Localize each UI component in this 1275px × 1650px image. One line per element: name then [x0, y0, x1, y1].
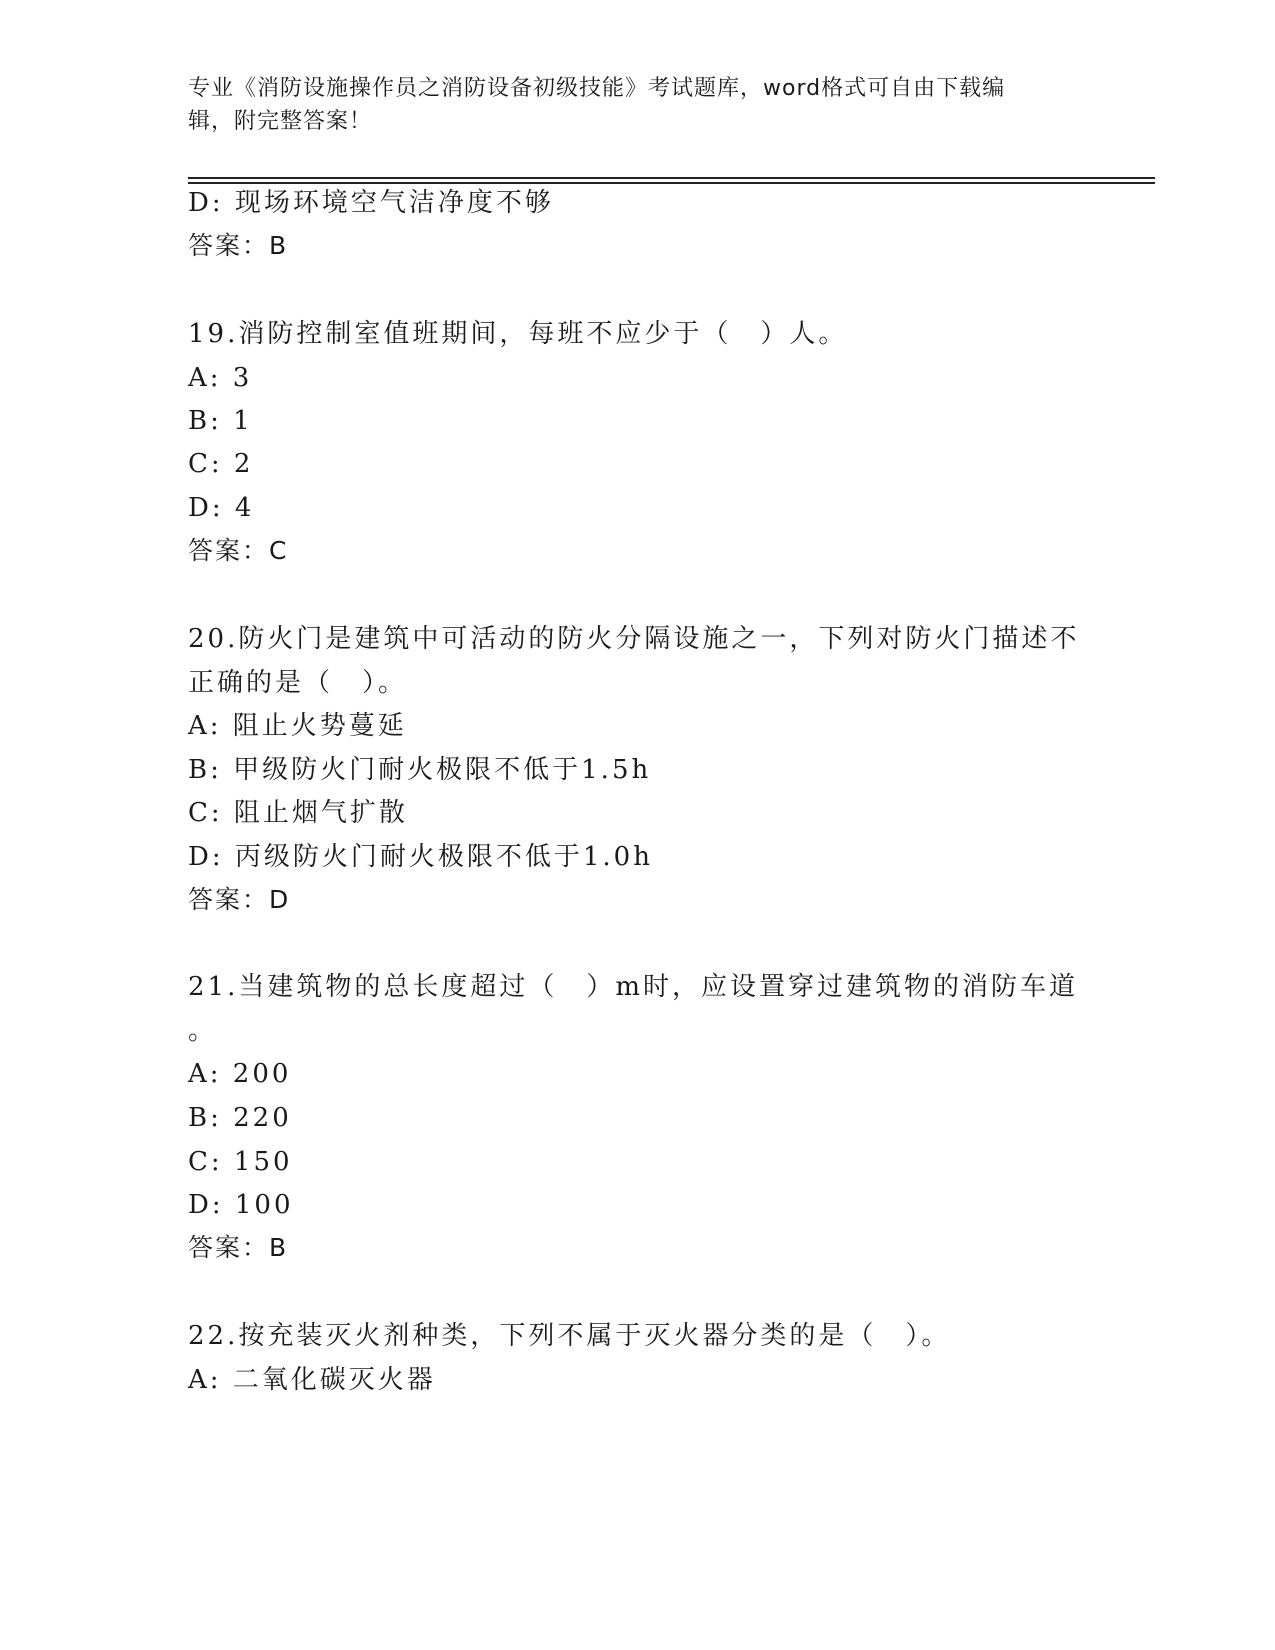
q20-option-a: A: 阻止火势蔓延 [188, 711, 407, 741]
q21-stem-line-2: 。 [188, 1016, 218, 1046]
header-divider-top [188, 177, 1155, 179]
q20-option-c: C: 阻止烟气扩散 [188, 798, 408, 828]
document-header [188, 72, 1068, 138]
q19-answer: 答案：C [188, 536, 289, 565]
q19-option-d: D: 4 [188, 493, 255, 523]
q21-answer: 答案：B [188, 1233, 289, 1262]
q19-stem: 19.消防控制室值班期间，每班不应少于（ ）人。 [188, 319, 848, 349]
q21-option-a: A: 200 [188, 1059, 292, 1089]
q22-option-a: A: 二氧化碳灭火器 [188, 1365, 436, 1395]
prev-option-d: D: 现场环境空气洁净度不够 [188, 188, 554, 218]
q21-option-b: B: 220 [188, 1103, 292, 1133]
prev-answer: 答案：B [188, 231, 289, 260]
header-intro-line-1: 专业《消防设施操作员之消防设备初级技能》考试题库，word格式可自由下载编 [188, 76, 1006, 101]
q20-option-b: B: 甲级防火门耐火极限不低于1.5h [188, 755, 652, 785]
q19-option-b: B: 1 [188, 406, 253, 436]
q19-option-a: A: 3 [188, 363, 253, 393]
q22-stem: 22.按充装灭火剂种类，下列不属于灭火器分类的是（ ）。 [188, 1321, 951, 1351]
q20-stem-line-1: 20.防火门是建筑中可活动的防火分隔设施之一，下列对防火门描述不 [188, 624, 1080, 654]
q21-stem-line-1: 21.当建筑物的总长度超过（ ）m时，应设置穿过建筑物的消防车道 [188, 972, 1079, 1002]
q19-option-c: C: 2 [188, 449, 254, 479]
header-divider-bottom [188, 182, 1155, 184]
q21-option-d: D: 100 [188, 1190, 294, 1220]
q20-stem-line-2: 正确的是（ ）。 [188, 668, 408, 698]
q21-option-c: C: 150 [188, 1147, 293, 1177]
header-intro-line-2: 辑，附完整答案！ [188, 109, 373, 134]
q20-answer: 答案：D [188, 885, 291, 914]
q20-option-d: D: 丙级防火门耐火极限不低于1.0h [188, 842, 653, 872]
